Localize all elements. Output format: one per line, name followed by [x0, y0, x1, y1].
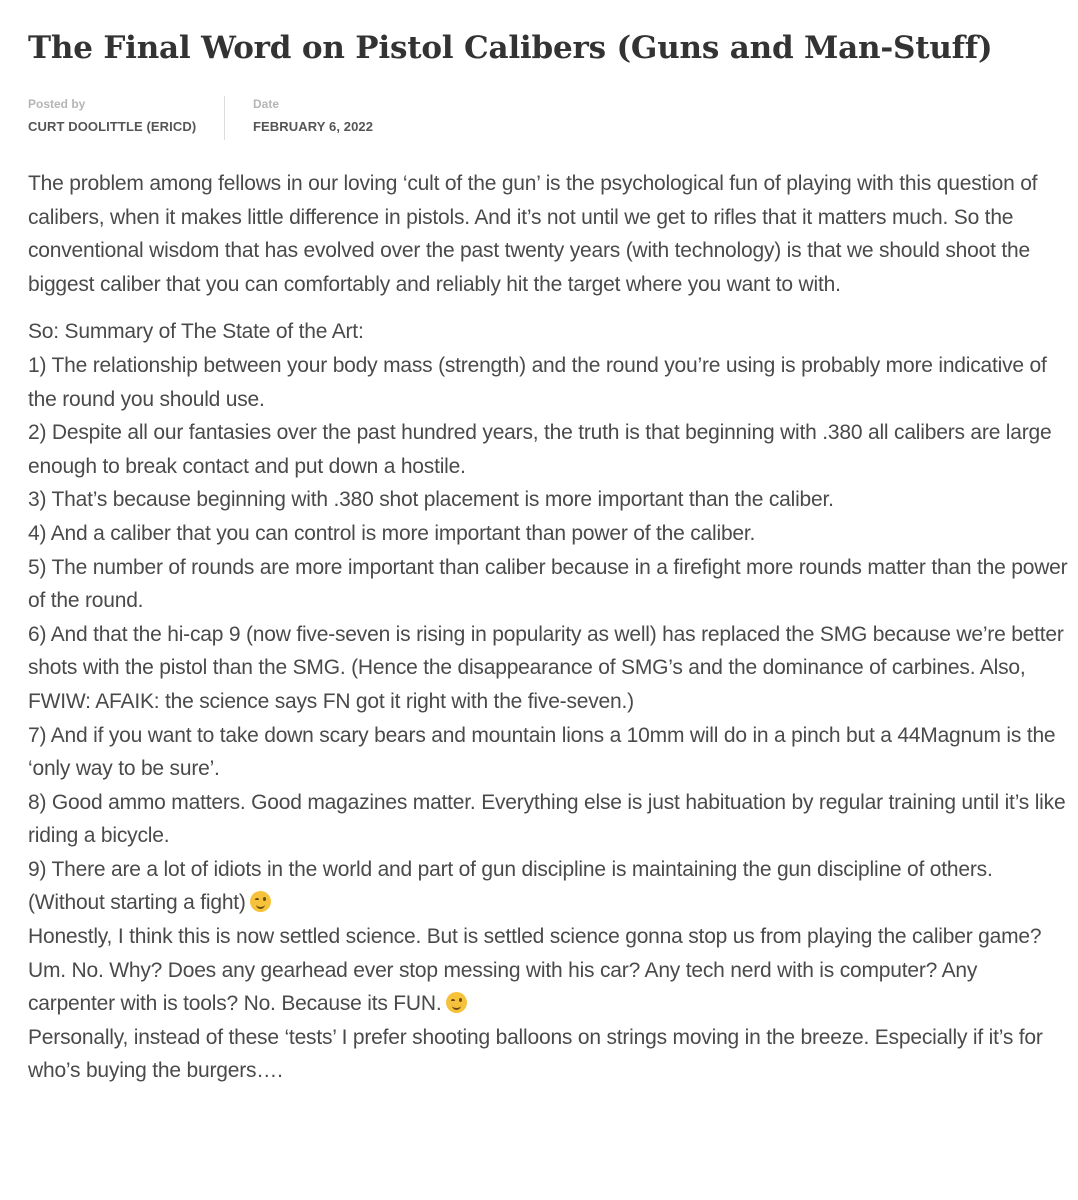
winking-face-icon [250, 891, 271, 912]
list-item: 4) And a caliber that you can control is more important than power of the caliber. [28, 521, 756, 545]
article-title: The Final Word on Pistol Calibers (Guns and Man-Stuff) [28, 30, 993, 66]
intro-paragraph: The problem among fellows in our loving ‘cult of the gun’ is the psychological fun of playing with this question of calibers, when it makes little difference in pistols. And it’s not until we get to rifles that it matters much. So the conventional wisdom that has evolved over the past twenty years (with technology) is that we should shoot the biggest caliber that you can comfortably and reliably hit the target where you want to with. [28, 172, 1038, 296]
date-label: Date [253, 97, 280, 111]
article-body [28, 167, 1068, 1088]
winking-face-icon [446, 992, 467, 1013]
summary-heading: So: Summary of The State of the Art: [28, 320, 364, 344]
conclusion-paragraph [28, 920, 1068, 1021]
conclusion-text: Honestly, I think this is now settled science. But is settled science gonna stop us from playing the caliber game? Um. No. Why? Does any gearhead ever stop messing with his car? Any tech nerd with is computer? Any carpenter with is tools? No. Because its FUN. [28, 925, 1042, 1016]
closing-paragraph: Personally, instead of these ‘tests’ I prefer shooting balloons on strings moving in the breeze. Especially if it’s for who’s buying the burgers…. [28, 1025, 1043, 1083]
date-block [253, 96, 373, 140]
list-item: 8) Good ammo matters. Good magazines matter. Everything else is just habituation by regular training until it’s like riding a bicycle. [28, 790, 1066, 848]
list-item: 3) That’s because beginning with .380 shot placement is more important than the caliber. [28, 488, 834, 512]
posted-by-label: Posted by [28, 97, 86, 111]
post-meta [28, 96, 1068, 140]
list-item: 7) And if you want to take down scary bears and mountain lions a 10mm will do in a pinch but a 44Magnum is the ‘only way to be sure’. [28, 723, 1056, 781]
list-item: 5) The number of rounds are more important than caliber because in a firefight more rounds matter than the power of the round. [28, 555, 1068, 613]
list-item: 6) And that the hi-cap 9 (now five-seven is rising in popularity as well) has replaced the SMG because we’re better shots with the pistol than the SMG. (Hence the disappearance of SMG’s and the dominance of carbines. Also, FWIW: AFAIK: the science says FN got it right with the five-seven.) [28, 622, 1064, 713]
article [28, 26, 1068, 1088]
list-item-with-emoji [28, 853, 1068, 920]
post-date: FEBRUARY 6, 2022 [253, 119, 374, 134]
meta-divider [224, 96, 225, 140]
posted-by-block [28, 96, 224, 140]
list-item: 2) Despite all our fantasies over the past hundred years, the truth is that beginning with .380 all calibers are large enough to break contact and put down a hostile. [28, 421, 1052, 478]
list-item-text: 9) There are a lot of idiots in the world and part of gun discipline is maintaining the gun discipline of others. (Without starting a fight) [28, 857, 993, 915]
list-item: 1) The relationship between your body mass (strength) and the round you’re using is probably more indicative of the round you should use. [28, 353, 1047, 411]
author-name[interactable]: CURT DOOLITTLE (ERICD) [28, 119, 197, 134]
